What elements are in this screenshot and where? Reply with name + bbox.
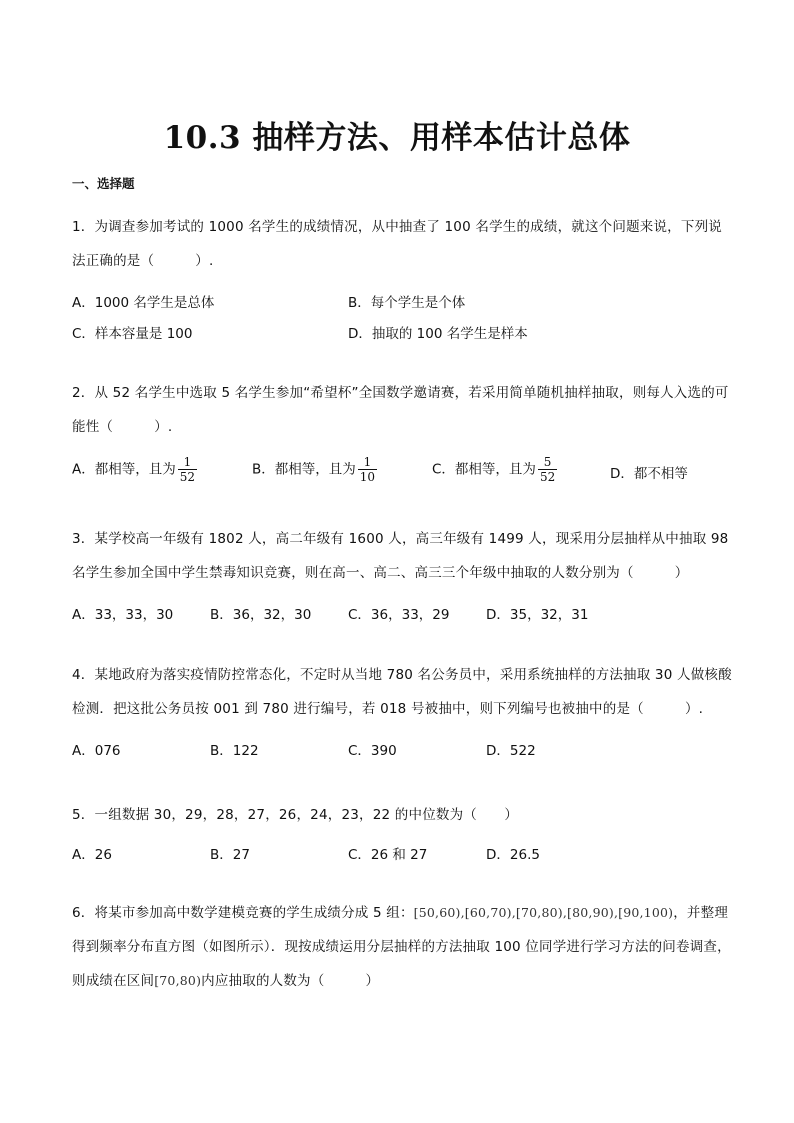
question-5-option-c: C．26 和 27: [348, 847, 428, 863]
question-1-option-a: A．1000 名学生是总体: [72, 295, 215, 311]
question-5-option-a: A．26: [72, 847, 112, 863]
option-label: C．都相等，且为: [432, 461, 536, 478]
question-6-part1: 6．将某市参加高中数学建模竞赛的学生成绩分成 5 组：: [72, 905, 414, 921]
fraction-denominator: 10: [359, 470, 376, 484]
fraction-denominator: 52: [179, 470, 196, 484]
question-6-part2: ，并整理得到频率分布直方图（如图所示）．现按成绩运用分层抽样的方法抽取 100 位同学进行学习方法的问卷调查，则成绩在区间: [72, 905, 731, 989]
question-5-option-d: D．26.5: [486, 847, 540, 863]
question-2-option-d: D．都不相等: [610, 466, 688, 482]
question-4-option-a: A．076: [72, 743, 121, 759]
question-1-text: 1．为调查参加考试的 1000 名学生的成绩情况，从中抽查了 100 名学生的成绩，就这个问题来说，下列说法正确的是（ ）.: [72, 219, 722, 269]
option-label: B．都相等，且为: [252, 461, 356, 478]
question-1-option-d: D．抽取的 100 名学生是样本: [348, 326, 528, 342]
question-4-text: 4．某地政府为落实疫情防控常态化，不定时从当地 780 名公务员中，采用系统抽样的方法抽取 30 人做核酸检测．把这批公务员按 001 到 780 进行编号，若 018 号被抽中，则下列编号也被抽中的是（ ）.: [72, 667, 732, 717]
fraction-numerator: 1: [363, 455, 372, 469]
question-6-interval: [70,80): [154, 973, 202, 988]
question-4-option-b: B．122: [210, 743, 259, 759]
fraction: [538, 455, 557, 484]
page-title: 10.3 抽样方法、用样本估计总体: [163, 120, 631, 156]
fraction-numerator: 1: [183, 455, 192, 469]
question-1-option-b: B．每个学生是个体: [348, 295, 466, 311]
fraction-numerator: 5: [543, 455, 552, 469]
question-2-option-a: [72, 455, 197, 484]
question-2-text: 2．从 52 名学生中选取 5 名学生参加“希望杯”全国数学邀请赛，若采用简单随机抽样抽取，则每人入选的可能性（ ）.: [72, 385, 729, 435]
question-6-intervals: [50,60),[60,70),[70,80),[80,90),[90,100): [413, 905, 674, 920]
option-label: A．都相等，且为: [72, 461, 176, 478]
section-heading: 一、选择题: [72, 176, 135, 191]
question-2-option-c: [432, 455, 557, 484]
fraction: [178, 455, 197, 484]
question-3-option-c: C．36，33，29: [348, 607, 450, 623]
question-4-option-c: C．390: [348, 743, 397, 759]
question-5-text: 5．一组数据 30，29，28，27，26，24，23，22 的中位数为（ ）: [72, 807, 519, 823]
question-3-option-a: A．33，33，30: [72, 607, 174, 623]
question-6-text: [72, 896, 732, 998]
fraction: [358, 455, 377, 484]
question-1-option-c: C．样本容量是 100: [72, 326, 193, 342]
question-2-option-b: [252, 455, 377, 484]
question-5-option-b: B．27: [210, 847, 250, 863]
question-6-part3: 内应抽取的人数为（ ）: [201, 973, 380, 989]
question-3-option-d: D．35，32，31: [486, 607, 589, 623]
question-3-text: 3．某学校高一年级有 1802 人，高二年级有 1600 人，高三年级有 1499 人，现采用分层抽样从中抽取 98 名学生参加全国中学生禁毒知识竞赛，则在高一、高二、高三三个年级中抽取的人数分别为（ ）: [72, 531, 729, 581]
fraction-denominator: 52: [539, 470, 556, 484]
question-4-option-d: D．522: [486, 743, 536, 759]
question-3-option-b: B．36，32，30: [210, 607, 312, 623]
